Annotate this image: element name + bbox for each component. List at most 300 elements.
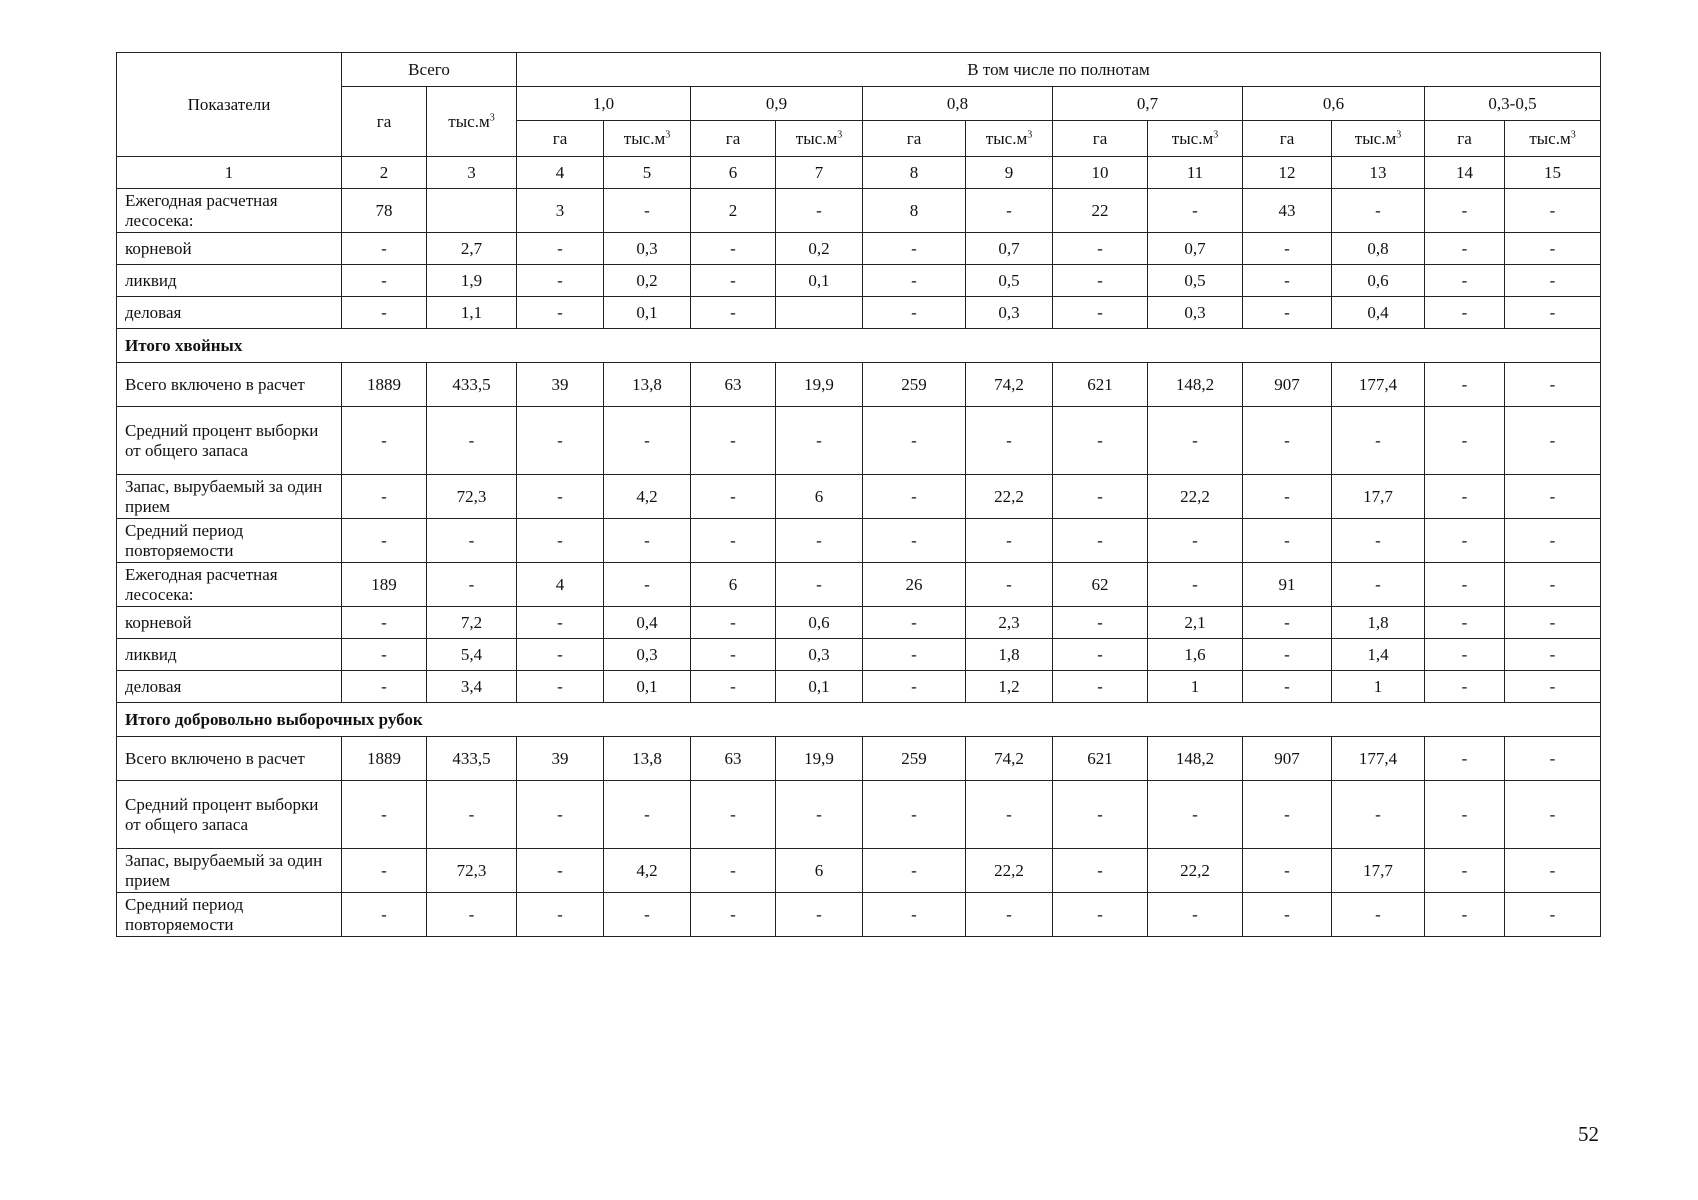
- table-cell: -: [427, 893, 517, 937]
- table-cell: 8: [863, 189, 966, 233]
- table-cell: -: [1505, 519, 1601, 563]
- table-cell: 1,2: [966, 671, 1053, 703]
- table-row: [117, 671, 1601, 703]
- table-cell: 22,2: [966, 475, 1053, 519]
- table-cell: -: [863, 297, 966, 329]
- table-cell: -: [1505, 849, 1601, 893]
- table-cell: 19,9: [776, 737, 863, 781]
- table-cell: 62: [1053, 563, 1148, 607]
- table-cell: -: [342, 265, 427, 297]
- table-cell: 72,3: [427, 475, 517, 519]
- table-cell: -: [1505, 407, 1601, 475]
- header-density-5: 0,6: [1243, 87, 1425, 121]
- table-cell: 1,8: [966, 639, 1053, 671]
- table-cell: -: [691, 297, 776, 329]
- table-row: [117, 607, 1601, 639]
- table-cell: -: [1505, 363, 1601, 407]
- table-cell: -: [1505, 781, 1601, 849]
- table-cell: 6: [776, 475, 863, 519]
- table-row: [117, 297, 1601, 329]
- table-row: [117, 781, 1601, 849]
- table-cell: 4,2: [604, 475, 691, 519]
- table-cell: 1: [1148, 671, 1243, 703]
- table-cell: -: [604, 563, 691, 607]
- header-indicators: Показатели: [117, 53, 342, 157]
- table-cell: -: [1243, 849, 1332, 893]
- table-cell: 0,6: [1332, 265, 1425, 297]
- table-cell: -: [776, 189, 863, 233]
- column-number: 1: [117, 157, 342, 189]
- table-cell: -: [427, 407, 517, 475]
- table-cell: -: [1425, 849, 1505, 893]
- table-cell: -: [517, 893, 604, 937]
- table-cell: 259: [863, 737, 966, 781]
- table-cell: -: [1505, 607, 1601, 639]
- table-cell: -: [966, 781, 1053, 849]
- table-cell: -: [342, 671, 427, 703]
- table-cell: 13,8: [604, 363, 691, 407]
- table-cell: -: [1332, 519, 1425, 563]
- table-cell: -: [863, 639, 966, 671]
- column-number: 15: [1505, 157, 1601, 189]
- table-row: [117, 519, 1601, 563]
- table-cell: -: [776, 563, 863, 607]
- table-cell: [776, 297, 863, 329]
- header-unit-vol: $тыс.м^3$: [776, 121, 863, 157]
- table-cell: 189: [342, 563, 427, 607]
- table-cell: -: [1243, 265, 1332, 297]
- column-number: 3: [427, 157, 517, 189]
- table-cell: 907: [1243, 737, 1332, 781]
- header-unit-ha: га: [1243, 121, 1332, 157]
- row-label: деловая: [117, 297, 342, 329]
- table-cell: 0,1: [776, 671, 863, 703]
- table-cell: -: [1148, 781, 1243, 849]
- table-cell: -: [691, 849, 776, 893]
- table-cell: 17,7: [1332, 475, 1425, 519]
- table-cell: -: [863, 407, 966, 475]
- table-cell: -: [691, 233, 776, 265]
- header-density-4: 0,7: [1053, 87, 1243, 121]
- table-cell: 4,2: [604, 849, 691, 893]
- table-cell: -: [1505, 189, 1601, 233]
- table-cell: -: [1053, 639, 1148, 671]
- table-cell: -: [517, 233, 604, 265]
- table-cell: -: [1053, 607, 1148, 639]
- table-cell: -: [1505, 233, 1601, 265]
- table-cell: -: [1243, 781, 1332, 849]
- table-cell: -: [342, 519, 427, 563]
- column-number: 14: [1425, 157, 1505, 189]
- table-cell: -: [1243, 297, 1332, 329]
- table-cell: -: [604, 407, 691, 475]
- table-cell: -: [966, 519, 1053, 563]
- table-cell: -: [517, 849, 604, 893]
- table-cell: -: [427, 519, 517, 563]
- column-number: 8: [863, 157, 966, 189]
- header-density-1: 1,0: [517, 87, 691, 121]
- header-total: Всего: [342, 53, 517, 87]
- table-cell: 7,2: [427, 607, 517, 639]
- row-label: Запас, вырубаемый за один прием: [117, 475, 342, 519]
- table-cell: -: [1505, 639, 1601, 671]
- table-row: [117, 563, 1601, 607]
- section-header-row: [117, 703, 1601, 737]
- table-cell: -: [1148, 407, 1243, 475]
- table-cell: -: [427, 781, 517, 849]
- table-cell: -: [342, 297, 427, 329]
- table-cell: -: [604, 519, 691, 563]
- table-cell: -: [1505, 893, 1601, 937]
- header-unit-vol: $тыс.м^3$: [1148, 121, 1243, 157]
- table-cell: 0,3: [604, 639, 691, 671]
- table-cell: 1889: [342, 737, 427, 781]
- table-cell: -: [1425, 737, 1505, 781]
- table-cell: -: [863, 265, 966, 297]
- table-cell: -: [1053, 849, 1148, 893]
- table-cell: -: [517, 519, 604, 563]
- table-cell: -: [691, 639, 776, 671]
- header-unit-vol: $тыс.м^3$: [1332, 121, 1425, 157]
- table-cell: -: [863, 607, 966, 639]
- table-cell: -: [1053, 265, 1148, 297]
- table-cell: 621: [1053, 363, 1148, 407]
- table-cell: 0,3: [604, 233, 691, 265]
- table-cell: -: [1425, 781, 1505, 849]
- table-cell: 22,2: [1148, 475, 1243, 519]
- table-cell: -: [966, 563, 1053, 607]
- table-cell: -: [517, 265, 604, 297]
- table-cell: 0,6: [776, 607, 863, 639]
- table-cell: [427, 189, 517, 233]
- table-cell: -: [342, 407, 427, 475]
- table-cell: -: [691, 475, 776, 519]
- table-cell: -: [691, 671, 776, 703]
- table-cell: 0,3: [1148, 297, 1243, 329]
- table-cell: -: [1053, 893, 1148, 937]
- table-cell: 72,3: [427, 849, 517, 893]
- table-cell: 1,9: [427, 265, 517, 297]
- table-cell: -: [691, 893, 776, 937]
- table-cell: -: [1425, 893, 1505, 937]
- table-cell: 5,4: [427, 639, 517, 671]
- table-cell: 78: [342, 189, 427, 233]
- table-cell: 63: [691, 363, 776, 407]
- table-cell: -: [1243, 519, 1332, 563]
- table-cell: -: [1053, 781, 1148, 849]
- table-cell: -: [1148, 893, 1243, 937]
- table-cell: -: [863, 671, 966, 703]
- column-number: 11: [1148, 157, 1243, 189]
- table-cell: 1,4: [1332, 639, 1425, 671]
- table-cell: -: [1053, 671, 1148, 703]
- row-label: Средний процент выборки от общего запаса: [117, 781, 342, 849]
- row-label: Ежегодная расчетная лесосека:: [117, 563, 342, 607]
- page-number: 52: [1578, 1122, 1599, 1146]
- table-cell: -: [342, 849, 427, 893]
- header-density-6: 0,3-0,5: [1425, 87, 1601, 121]
- header-unit-ha: га: [691, 121, 776, 157]
- table-cell: 74,2: [966, 363, 1053, 407]
- table-cell: 148,2: [1148, 363, 1243, 407]
- table-cell: 0,1: [604, 671, 691, 703]
- header-density-3: 0,8: [863, 87, 1053, 121]
- table-cell: 0,8: [1332, 233, 1425, 265]
- column-number: 4: [517, 157, 604, 189]
- table-cell: -: [1243, 475, 1332, 519]
- column-number: 7: [776, 157, 863, 189]
- table-cell: -: [604, 781, 691, 849]
- table-cell: 148,2: [1148, 737, 1243, 781]
- table-cell: 0,4: [604, 607, 691, 639]
- header-unit-ha: га: [863, 121, 966, 157]
- column-number: 12: [1243, 157, 1332, 189]
- table-cell: 74,2: [966, 737, 1053, 781]
- table-cell: -: [1505, 297, 1601, 329]
- table-cell: -: [1243, 671, 1332, 703]
- header-density-2: 0,9: [691, 87, 863, 121]
- table-cell: -: [776, 781, 863, 849]
- table-cell: 2,3: [966, 607, 1053, 639]
- table-cell: 433,5: [427, 363, 517, 407]
- header-total-ha: га: [342, 87, 427, 157]
- table-cell: 1,6: [1148, 639, 1243, 671]
- table-cell: -: [517, 607, 604, 639]
- table-cell: -: [863, 475, 966, 519]
- table-cell: -: [1425, 475, 1505, 519]
- table-cell: -: [863, 849, 966, 893]
- table-cell: -: [1425, 363, 1505, 407]
- table-cell: -: [604, 189, 691, 233]
- table-cell: -: [966, 189, 1053, 233]
- table-cell: 22,2: [966, 849, 1053, 893]
- table-cell: 6: [691, 563, 776, 607]
- table-cell: -: [1332, 563, 1425, 607]
- table-cell: -: [1425, 607, 1505, 639]
- header-unit-vol: $тыс.м^3$: [1505, 121, 1601, 157]
- table-cell: -: [517, 781, 604, 849]
- table-cell: 0,7: [966, 233, 1053, 265]
- table-cell: -: [604, 893, 691, 937]
- section-title: Итого хвойных: [117, 329, 1601, 363]
- table-cell: -: [1148, 519, 1243, 563]
- table-cell: -: [691, 519, 776, 563]
- table-cell: 1,8: [1332, 607, 1425, 639]
- column-number: 5: [604, 157, 691, 189]
- table-cell: 0,3: [776, 639, 863, 671]
- table-row: [117, 265, 1601, 297]
- table-cell: 6: [776, 849, 863, 893]
- table-cell: 22,2: [1148, 849, 1243, 893]
- table-cell: -: [1425, 297, 1505, 329]
- table-cell: -: [1505, 671, 1601, 703]
- table-cell: -: [863, 519, 966, 563]
- forest-cutting-table: [116, 52, 1601, 937]
- table-cell: -: [776, 519, 863, 563]
- table-cell: -: [1243, 639, 1332, 671]
- row-label: Средний период повторяемости: [117, 519, 342, 563]
- row-label: Средний процент выборки от общего запаса: [117, 407, 342, 475]
- table-cell: -: [1332, 781, 1425, 849]
- row-label: корневой: [117, 607, 342, 639]
- table-cell: -: [1332, 407, 1425, 475]
- table-row: [117, 737, 1601, 781]
- header-unit-ha: га: [1053, 121, 1148, 157]
- table-row: [117, 893, 1601, 937]
- header-total-vol: $тыс.м^3$: [427, 87, 517, 157]
- table-cell: -: [966, 893, 1053, 937]
- row-label: Ежегодная расчетная лесосека:: [117, 189, 342, 233]
- table-cell: -: [1148, 563, 1243, 607]
- table-cell: 17,7: [1332, 849, 1425, 893]
- table-row: [117, 407, 1601, 475]
- table-cell: -: [1425, 265, 1505, 297]
- table-cell: 0,5: [966, 265, 1053, 297]
- table-row: [117, 639, 1601, 671]
- table-row: [117, 233, 1601, 265]
- table-cell: 177,4: [1332, 363, 1425, 407]
- table-row: [117, 189, 1601, 233]
- table-cell: -: [1053, 475, 1148, 519]
- table-cell: -: [517, 671, 604, 703]
- table-cell: 39: [517, 363, 604, 407]
- table-cell: -: [691, 265, 776, 297]
- table-cell: -: [1505, 563, 1601, 607]
- row-label: деловая: [117, 671, 342, 703]
- table-cell: -: [1053, 233, 1148, 265]
- table-cell: -: [1425, 563, 1505, 607]
- row-label: ликвид: [117, 639, 342, 671]
- table-cell: 0,2: [776, 233, 863, 265]
- table-cell: -: [427, 563, 517, 607]
- table-cell: 43: [1243, 189, 1332, 233]
- table-cell: 3,4: [427, 671, 517, 703]
- table-cell: 1,1: [427, 297, 517, 329]
- table-cell: 0,5: [1148, 265, 1243, 297]
- table-cell: -: [1425, 671, 1505, 703]
- table-row: [117, 849, 1601, 893]
- row-label: Всего включено в расчет: [117, 737, 342, 781]
- table-cell: -: [1053, 297, 1148, 329]
- table-cell: -: [1505, 737, 1601, 781]
- table-cell: 63: [691, 737, 776, 781]
- table-cell: -: [517, 407, 604, 475]
- table-cell: -: [1332, 893, 1425, 937]
- table-cell: 0,4: [1332, 297, 1425, 329]
- table-cell: -: [517, 639, 604, 671]
- table-cell: -: [1243, 407, 1332, 475]
- table-cell: -: [1243, 233, 1332, 265]
- table-cell: -: [342, 639, 427, 671]
- table-cell: 0,7: [1148, 233, 1243, 265]
- table-cell: 1889: [342, 363, 427, 407]
- row-label: Запас, вырубаемый за один прием: [117, 849, 342, 893]
- table-cell: -: [1148, 189, 1243, 233]
- table-cell: 22: [1053, 189, 1148, 233]
- table-cell: 0,3: [966, 297, 1053, 329]
- table-cell: 433,5: [427, 737, 517, 781]
- row-label: Всего включено в расчет: [117, 363, 342, 407]
- table-cell: -: [1332, 189, 1425, 233]
- table-cell: 19,9: [776, 363, 863, 407]
- table-cell: -: [342, 893, 427, 937]
- column-number: 13: [1332, 157, 1425, 189]
- table-cell: 0,1: [776, 265, 863, 297]
- row-label: корневой: [117, 233, 342, 265]
- column-number: 10: [1053, 157, 1148, 189]
- table-cell: 907: [1243, 363, 1332, 407]
- table-body: [117, 189, 1601, 937]
- table-cell: -: [863, 233, 966, 265]
- table-cell: 0,2: [604, 265, 691, 297]
- header-unit-vol: $тыс.м^3$: [604, 121, 691, 157]
- section-title: Итого добровольно выборочных рубок: [117, 703, 1601, 737]
- table-cell: -: [1425, 189, 1505, 233]
- table-row: [117, 475, 1601, 519]
- table-cell: -: [1425, 233, 1505, 265]
- table-cell: 91: [1243, 563, 1332, 607]
- table-cell: 259: [863, 363, 966, 407]
- table-cell: -: [342, 607, 427, 639]
- table-cell: -: [1505, 265, 1601, 297]
- table-cell: -: [342, 475, 427, 519]
- table-cell: 621: [1053, 737, 1148, 781]
- table-cell: -: [776, 407, 863, 475]
- table-cell: -: [1505, 475, 1601, 519]
- table-cell: -: [342, 233, 427, 265]
- table-cell: 4: [517, 563, 604, 607]
- table-cell: 39: [517, 737, 604, 781]
- table-cell: -: [691, 781, 776, 849]
- table-cell: 2,1: [1148, 607, 1243, 639]
- table-cell: -: [1425, 407, 1505, 475]
- column-number: 6: [691, 157, 776, 189]
- table-cell: 0,1: [604, 297, 691, 329]
- table-cell: -: [1425, 519, 1505, 563]
- table-cell: -: [776, 893, 863, 937]
- row-label: ликвид: [117, 265, 342, 297]
- table-cell: 26: [863, 563, 966, 607]
- column-number: 9: [966, 157, 1053, 189]
- header-by-density: В том числе по полнотам: [517, 53, 1601, 87]
- table-cell: 2: [691, 189, 776, 233]
- table-cell: -: [1243, 607, 1332, 639]
- table-cell: -: [1053, 519, 1148, 563]
- table-cell: 177,4: [1332, 737, 1425, 781]
- header-unit-ha: га: [1425, 121, 1505, 157]
- column-number: 2: [342, 157, 427, 189]
- table-cell: -: [966, 407, 1053, 475]
- table-row: [117, 363, 1601, 407]
- table-cell: 13,8: [604, 737, 691, 781]
- table-cell: -: [1425, 639, 1505, 671]
- table-cell: 1: [1332, 671, 1425, 703]
- table-cell: -: [1243, 893, 1332, 937]
- table-cell: -: [863, 893, 966, 937]
- header-unit-ha: га: [517, 121, 604, 157]
- table-cell: -: [691, 607, 776, 639]
- table-cell: -: [1053, 407, 1148, 475]
- table-cell: -: [691, 407, 776, 475]
- table-cell: -: [342, 781, 427, 849]
- table-cell: 2,7: [427, 233, 517, 265]
- row-label: Средний период повторяемости: [117, 893, 342, 937]
- table-cell: -: [517, 475, 604, 519]
- table-cell: 3: [517, 189, 604, 233]
- section-header-row: [117, 329, 1601, 363]
- header-unit-vol: $тыс.м^3$: [966, 121, 1053, 157]
- table-cell: -: [517, 297, 604, 329]
